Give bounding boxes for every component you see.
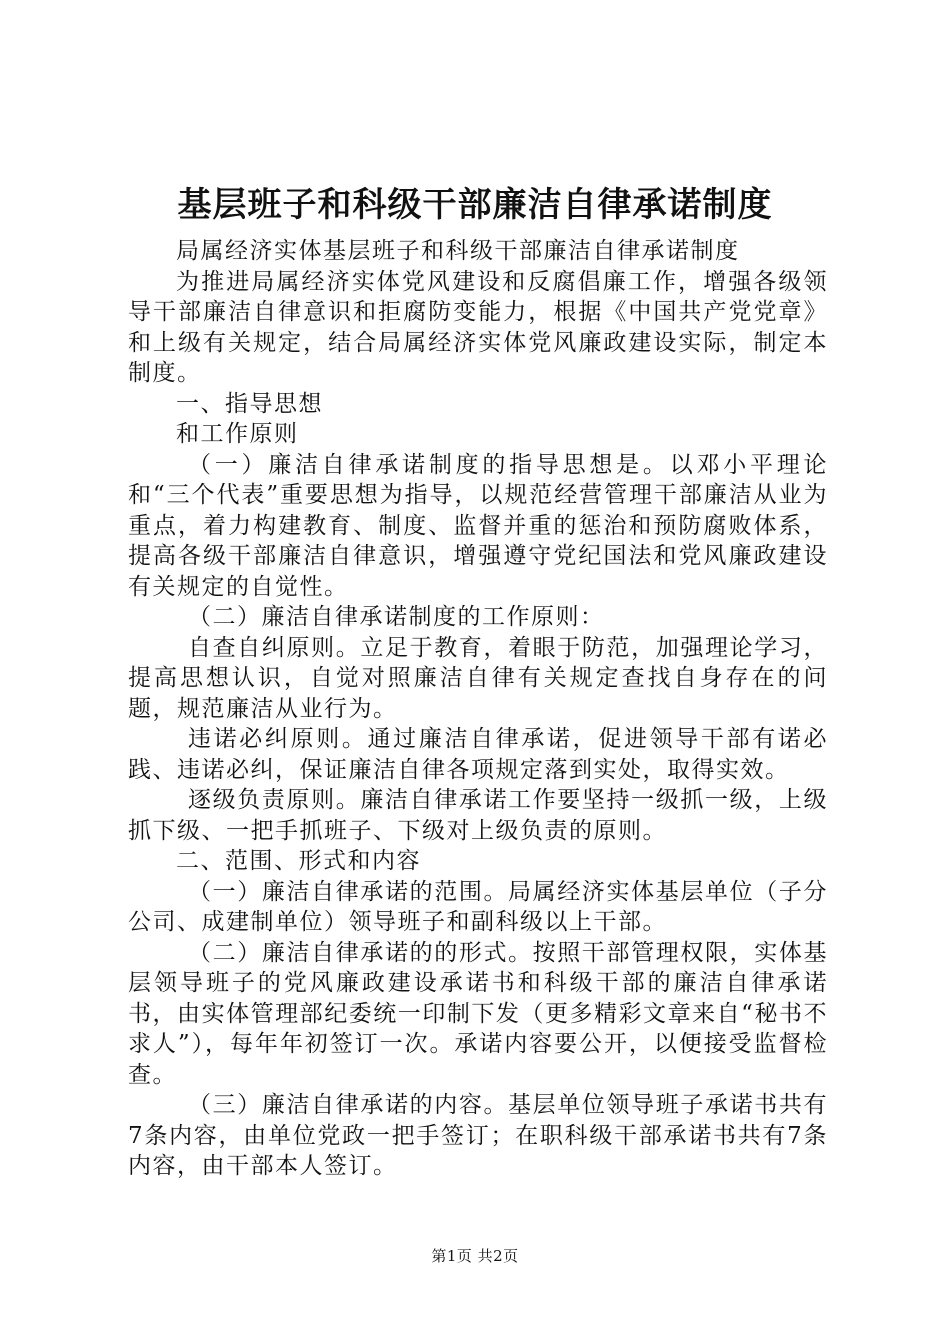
paragraph-self-check: 自查自纠原则。立足于教育，着眼于防范，加强理论学习，提高思想认识，自觉对照廉洁自律有关规定查找自身存在的问题，规范廉洁从业行为。 [128, 634, 828, 722]
document-title: 基层班子和科级干部廉洁自律承诺制度 [177, 185, 773, 225]
paragraph-content: （三）廉洁自律承诺的内容。基层单位领导班子承诺书共有7条内容，由单位党政一把手签订；在职科级干部承诺书共有7条内容，由干部本人签订。 [128, 1092, 828, 1179]
section-heading-scope: 二、范围、形式和内容 [176, 848, 421, 874]
paragraph-level-responsibility: 逐级负责原则。廉洁自律承诺工作要坚持一级抓一级，上级抓下级、一把手抓班子、下级对上级负责的原则。 [128, 787, 828, 844]
section-heading-continuation: 和工作原则 [176, 421, 299, 447]
paragraph-work-principles: （二）廉洁自律承诺制度的工作原则： [188, 604, 605, 630]
paragraph-form: （二）廉洁自律承诺的的形式。按照干部管理权限，实体基层领导班子的党风廉政建设承诺书和科级干部的廉洁自律承诺书，由实体管理部纪委统一印制下发（更多精彩文章来自“秘书不求人”），每年年初签订一次。承诺内容要公开，以便接受监督检查。 [128, 939, 828, 1088]
page-number-footer: 第1页 共2页 [431, 1247, 519, 1265]
document-body [128, 236, 828, 1182]
section-heading-guiding-thought: 一、指导思想 [176, 390, 323, 417]
paragraph-violation-correction: 违诺必纠原则。通过廉洁自律承诺，促进领导干部有诺必践、违诺必纠，保证廉洁自律各项规定落到实处，取得实效。 [128, 726, 828, 783]
paragraph-scope: （一）廉洁自律承诺的范围。局属经济实体基层单位（子分公司、成建制单位）领导班子和副科级以上干部。 [128, 878, 828, 935]
paragraph-guiding-thought: （一）廉洁自律承诺制度的指导思想是。以邓小平理论和“三个代表”重要思想为指导，以规范经营管理干部廉洁从业为重点，着力构建教育、制度、监督并重的惩治和预防腐败体系，提高各级干部廉洁自律意识，增强遵守党纪国法和党风廉政建设有关规定的自觉性。 [128, 451, 828, 600]
document-subtitle: 局属经济实体基层班子和科级干部廉洁自律承诺制度 [176, 238, 740, 264]
paragraph-intro: 为推进局属经济实体党风建设和反腐倡廉工作，增强各级领导干部廉洁自律意识和拒腐防变能力，根据《中国共产党党章》和上级有关规定，结合局属经济实体党风廉政建设实际，制定本制度。 [128, 268, 828, 386]
